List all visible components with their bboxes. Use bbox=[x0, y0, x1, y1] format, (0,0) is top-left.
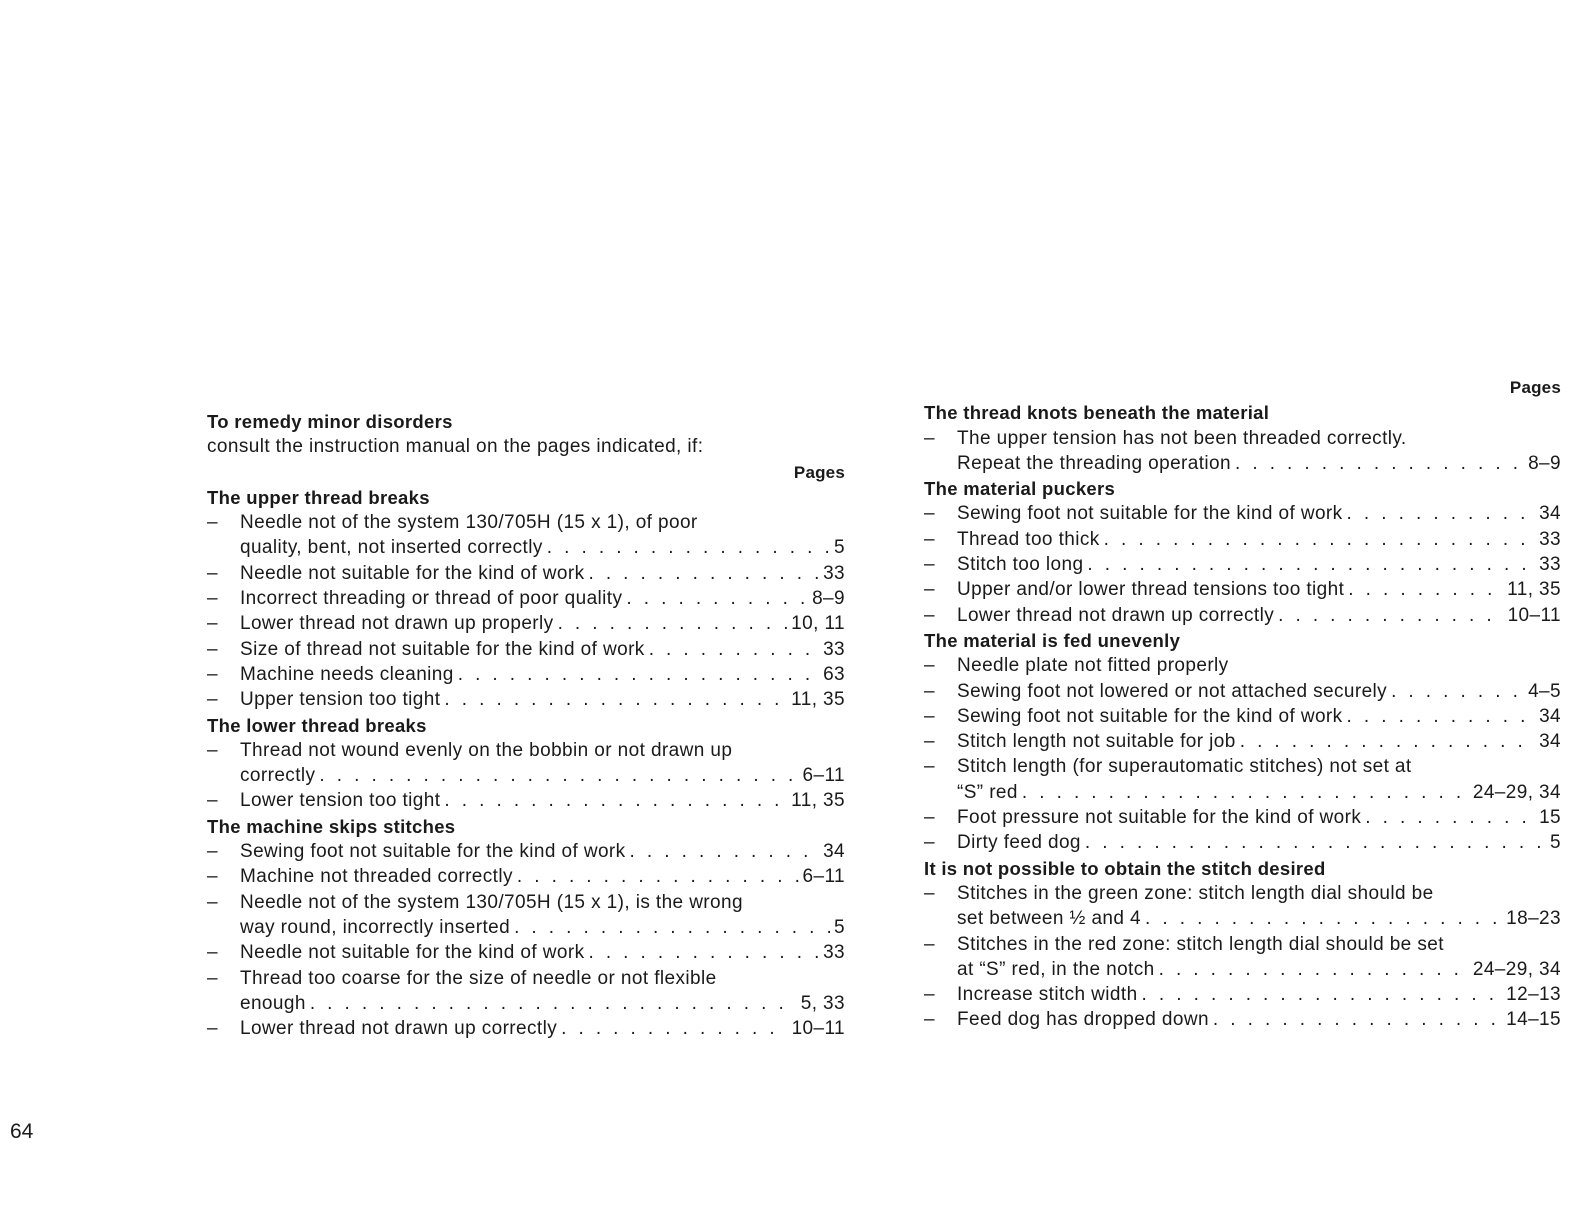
page-ref: 24–29, 34 bbox=[1472, 781, 1561, 803]
list-item-row bbox=[207, 561, 845, 586]
dash-bullet: – bbox=[924, 554, 935, 576]
dash-bullet: – bbox=[924, 984, 935, 1006]
list-item-row bbox=[924, 527, 1561, 552]
dot-leader bbox=[1348, 577, 1503, 602]
dash-bullet: – bbox=[207, 942, 218, 964]
dash-bullet: – bbox=[924, 756, 935, 778]
item-text: way round, incorrectly inserted bbox=[240, 916, 511, 938]
item-text: Sewing foot not suitable for the kind of work bbox=[240, 841, 626, 863]
item-text: Upper and/or lower thread tensions too tight bbox=[957, 579, 1345, 601]
list-item-row bbox=[207, 611, 845, 636]
dot-leader bbox=[626, 586, 808, 611]
item-text: Lower tension too tight bbox=[240, 790, 441, 812]
list-item bbox=[924, 603, 1561, 628]
dot-leader bbox=[310, 991, 797, 1016]
list-item bbox=[924, 679, 1561, 704]
list-item bbox=[924, 957, 1561, 982]
list-item bbox=[924, 552, 1561, 577]
dot-leader bbox=[558, 611, 788, 636]
dot-leader bbox=[1240, 729, 1535, 754]
left-sections bbox=[207, 485, 845, 1042]
list-item bbox=[924, 527, 1561, 552]
item-text: Stitches in the red zone: stitch length dial should be set bbox=[957, 933, 1444, 955]
dash-bullet: – bbox=[207, 689, 218, 711]
item-text: Lower thread not drawn up properly bbox=[240, 613, 554, 635]
page-ref: 5 bbox=[1550, 832, 1561, 854]
page-ref: 33 bbox=[823, 942, 845, 964]
section-heading: The material puckers bbox=[924, 478, 1116, 500]
page-ref: 63 bbox=[823, 663, 845, 685]
dot-leader bbox=[588, 561, 819, 586]
item-text: Sewing foot not lowered or not attached securely bbox=[957, 680, 1388, 702]
page-ref: 10, 11 bbox=[791, 613, 845, 635]
right-sections bbox=[924, 400, 1561, 1032]
dash-bullet: – bbox=[207, 512, 218, 534]
section-heading: The upper thread breaks bbox=[207, 486, 430, 508]
dash-bullet: – bbox=[924, 832, 935, 854]
left-column bbox=[207, 409, 845, 1041]
dot-leader bbox=[1347, 501, 1536, 526]
dot-leader bbox=[1142, 982, 1503, 1007]
list-item-line bbox=[207, 966, 845, 991]
dot-leader bbox=[444, 687, 787, 712]
item-text: Needle plate not fitted properly bbox=[957, 655, 1229, 677]
section-heading: It is not possible to obtain the stitch desired bbox=[924, 857, 1326, 879]
dot-leader bbox=[319, 763, 798, 788]
list-item-row bbox=[924, 1007, 1561, 1032]
list-item-row bbox=[924, 906, 1561, 931]
item-text: Machine not threaded correctly bbox=[240, 866, 513, 888]
page-ref: 34 bbox=[1539, 731, 1561, 753]
dash-bullet: – bbox=[924, 807, 935, 829]
page-ref: 11, 35 bbox=[1507, 579, 1561, 601]
list-item-line bbox=[924, 881, 1561, 906]
list-item bbox=[207, 1016, 845, 1041]
dot-leader bbox=[1159, 957, 1469, 982]
list-item-row bbox=[207, 637, 845, 662]
dash-bullet: – bbox=[207, 613, 218, 635]
page-ref: 6–11 bbox=[802, 765, 845, 787]
dash-bullet: – bbox=[924, 427, 935, 449]
list-item bbox=[207, 637, 845, 662]
list-item-row bbox=[924, 501, 1561, 526]
list-item bbox=[924, 653, 1561, 678]
list-item-row bbox=[207, 864, 845, 889]
list-item-row bbox=[207, 839, 845, 864]
list-item-line bbox=[924, 932, 1561, 957]
list-item-row bbox=[924, 982, 1561, 1007]
dash-bullet: – bbox=[924, 528, 935, 550]
dot-leader bbox=[1365, 805, 1535, 830]
page-ref: 8–9 bbox=[812, 588, 845, 610]
list-item-row bbox=[207, 788, 845, 813]
list-item bbox=[924, 451, 1561, 476]
item-text: Needle not of the system 130/705H (15 x 1), is the wrong bbox=[240, 891, 743, 913]
page-ref: 10–11 bbox=[1507, 604, 1561, 626]
list-item bbox=[207, 561, 845, 586]
section-heading: The thread knots beneath the material bbox=[924, 402, 1270, 424]
list-item bbox=[924, 906, 1561, 931]
item-text: Lower thread not drawn up correctly bbox=[240, 1018, 558, 1040]
item-text: Lower thread not drawn up correctly bbox=[957, 604, 1275, 626]
dot-leader bbox=[649, 637, 819, 662]
dot-leader bbox=[1235, 451, 1524, 476]
item-text: “S” red bbox=[957, 781, 1018, 803]
list-item-row bbox=[924, 805, 1561, 830]
section-heading: The lower thread breaks bbox=[207, 714, 427, 736]
manual-intro: consult the instruction manual on the pages indicated, if: bbox=[207, 436, 704, 458]
list-item-row bbox=[207, 687, 845, 712]
dash-bullet: – bbox=[924, 503, 935, 525]
list-item bbox=[207, 763, 845, 788]
dash-bullet: – bbox=[924, 1009, 935, 1031]
list-item bbox=[207, 915, 845, 940]
list-item bbox=[924, 704, 1561, 729]
dot-leader bbox=[1022, 780, 1469, 805]
dash-bullet: – bbox=[924, 705, 935, 727]
item-text: at “S” red, in the notch bbox=[957, 958, 1155, 980]
pages-column-header: Pages bbox=[1509, 378, 1561, 397]
list-item bbox=[924, 982, 1561, 1007]
pages-column-header: Pages bbox=[793, 462, 845, 482]
right-column bbox=[924, 375, 1561, 1033]
dot-leader bbox=[1391, 679, 1524, 704]
item-text: Size of thread not suitable for the kind of work bbox=[240, 638, 645, 660]
dash-bullet: – bbox=[207, 638, 218, 660]
page-ref: 6–11 bbox=[802, 866, 845, 888]
list-item bbox=[207, 839, 845, 864]
page-ref: 34 bbox=[1539, 503, 1561, 525]
item-text: quality, bent, not inserted correctly bbox=[240, 537, 543, 559]
dot-leader bbox=[517, 864, 799, 889]
dash-bullet: – bbox=[207, 588, 218, 610]
item-text: Thread too coarse for the size of needle or not flexible bbox=[240, 967, 717, 989]
page-ref: 10–11 bbox=[791, 1018, 845, 1040]
item-text: Sewing foot not suitable for the kind of work bbox=[957, 705, 1343, 727]
dash-bullet: – bbox=[207, 739, 218, 761]
item-text: Repeat the threading operation bbox=[957, 452, 1231, 474]
list-item bbox=[207, 788, 845, 813]
page-ref: 33 bbox=[823, 562, 845, 584]
dot-leader bbox=[1085, 830, 1546, 855]
list-item-row bbox=[207, 763, 845, 788]
list-item-row bbox=[207, 940, 845, 965]
list-item bbox=[207, 535, 845, 560]
dot-leader bbox=[1104, 527, 1535, 552]
dash-bullet: – bbox=[924, 680, 935, 702]
item-text: Thread too thick bbox=[957, 528, 1100, 550]
page-ref: 5 bbox=[834, 916, 845, 938]
list-item-row bbox=[207, 915, 845, 940]
page-ref: 11, 35 bbox=[791, 790, 845, 812]
list-item-line bbox=[207, 738, 845, 763]
list-item-row bbox=[207, 535, 845, 560]
list-item bbox=[924, 830, 1561, 855]
item-text: Needle not of the system 130/705H (15 x 1), of poor bbox=[240, 512, 698, 534]
list-item-line bbox=[207, 890, 845, 915]
item-text: Stitch too long bbox=[957, 554, 1084, 576]
list-item bbox=[207, 687, 845, 712]
dash-bullet: – bbox=[207, 967, 218, 989]
item-text: Upper tension too tight bbox=[240, 689, 441, 711]
item-text: Increase stitch width bbox=[957, 984, 1138, 1006]
list-item-row bbox=[924, 704, 1561, 729]
page-ref: 4–5 bbox=[1528, 680, 1561, 702]
list-item-row bbox=[924, 653, 1561, 678]
list-item bbox=[924, 780, 1561, 805]
page-ref: 33 bbox=[823, 638, 845, 660]
page-ref: 5 bbox=[834, 537, 845, 559]
dash-bullet: – bbox=[924, 604, 935, 626]
list-item-row bbox=[924, 830, 1561, 855]
page-ref: 34 bbox=[1539, 705, 1561, 727]
list-item bbox=[207, 611, 845, 636]
list-item bbox=[924, 805, 1561, 830]
dash-bullet: – bbox=[924, 933, 935, 955]
list-item bbox=[924, 729, 1561, 754]
item-text: Needle not suitable for the kind of work bbox=[240, 562, 585, 584]
page-ref: 14–15 bbox=[1506, 1009, 1561, 1031]
item-text: enough bbox=[240, 992, 306, 1014]
section-heading: The material is fed unevenly bbox=[924, 629, 1181, 651]
dash-bullet: – bbox=[924, 731, 935, 753]
list-item bbox=[924, 1007, 1561, 1032]
page-ref: 8–9 bbox=[1528, 452, 1561, 474]
list-item-row bbox=[207, 662, 845, 687]
item-text: Dirty feed dog bbox=[957, 832, 1081, 854]
page-ref: 11, 35 bbox=[791, 689, 845, 711]
item-text: Sewing foot not suitable for the kind of work bbox=[957, 503, 1343, 525]
item-text: Machine needs cleaning bbox=[240, 663, 454, 685]
list-item-row bbox=[924, 451, 1561, 476]
dash-bullet: – bbox=[207, 1018, 218, 1040]
page-ref: 15 bbox=[1539, 807, 1561, 829]
list-item-row bbox=[924, 552, 1561, 577]
item-text: Feed dog has dropped down bbox=[957, 1009, 1209, 1031]
list-item-row bbox=[924, 957, 1561, 982]
list-item-row bbox=[207, 991, 845, 1016]
dot-leader bbox=[1145, 906, 1502, 931]
list-item-line bbox=[924, 426, 1561, 451]
dash-bullet: – bbox=[924, 655, 935, 677]
list-item bbox=[207, 662, 845, 687]
list-item-line bbox=[207, 510, 845, 535]
page-number: 64 bbox=[10, 1120, 34, 1143]
dash-bullet: – bbox=[207, 841, 218, 863]
item-text: Stitches in the green zone: stitch length dial should be bbox=[957, 882, 1434, 904]
item-text: Stitch length (for superautomatic stitches) not set at bbox=[957, 756, 1412, 778]
list-item bbox=[924, 501, 1561, 526]
item-text: Stitch length not suitable for job bbox=[957, 731, 1236, 753]
list-item bbox=[207, 864, 845, 889]
list-item-line bbox=[924, 754, 1561, 779]
page-ref: 5, 33 bbox=[800, 992, 845, 1014]
list-item-row bbox=[924, 603, 1561, 628]
list-item-row bbox=[924, 577, 1561, 602]
dash-bullet: – bbox=[924, 882, 935, 904]
dash-bullet: – bbox=[207, 891, 218, 913]
page-ref: 24–29, 34 bbox=[1472, 958, 1561, 980]
list-item-row bbox=[207, 1016, 845, 1041]
list-item bbox=[207, 586, 845, 611]
list-item bbox=[924, 577, 1561, 602]
dot-leader bbox=[444, 788, 787, 813]
dash-bullet: – bbox=[207, 790, 218, 812]
item-text: correctly bbox=[240, 765, 316, 787]
page-ref: 34 bbox=[823, 841, 845, 863]
list-item bbox=[207, 991, 845, 1016]
dash-bullet: – bbox=[207, 866, 218, 888]
dot-leader bbox=[547, 535, 830, 560]
list-item-row bbox=[207, 586, 845, 611]
dot-leader bbox=[588, 940, 819, 965]
item-text: Incorrect threading or thread of poor quality bbox=[240, 588, 623, 610]
dash-bullet: – bbox=[207, 663, 218, 685]
list-item bbox=[207, 940, 845, 965]
page-ref: 33 bbox=[1539, 528, 1561, 550]
list-item-row bbox=[924, 780, 1561, 805]
dot-leader bbox=[1087, 552, 1535, 577]
item-text: The upper tension has not been threaded correctly. bbox=[957, 427, 1407, 449]
dash-bullet: – bbox=[924, 579, 935, 601]
manual-title: To remedy minor disorders bbox=[207, 411, 453, 432]
list-item-row bbox=[924, 729, 1561, 754]
page-ref: 33 bbox=[1539, 554, 1561, 576]
dot-leader bbox=[458, 662, 819, 687]
dash-bullet: – bbox=[207, 562, 218, 584]
dot-leader bbox=[561, 1016, 787, 1041]
dot-leader bbox=[630, 839, 820, 864]
item-text: Thread not wound evenly on the bobbin or not drawn up bbox=[240, 739, 733, 761]
section-heading: The machine skips stitches bbox=[207, 815, 456, 837]
list-item-row bbox=[924, 679, 1561, 704]
dot-leader bbox=[1347, 704, 1536, 729]
item-text: Foot pressure not suitable for the kind of work bbox=[957, 807, 1362, 829]
item-text: Needle not suitable for the kind of work bbox=[240, 942, 585, 964]
item-text: set between ½ and 4 bbox=[957, 908, 1142, 930]
dot-leader bbox=[1213, 1007, 1502, 1032]
dot-leader bbox=[1278, 603, 1503, 628]
page-ref: 18–23 bbox=[1506, 908, 1561, 930]
dot-leader bbox=[514, 915, 830, 940]
page-ref: 12–13 bbox=[1506, 984, 1561, 1006]
